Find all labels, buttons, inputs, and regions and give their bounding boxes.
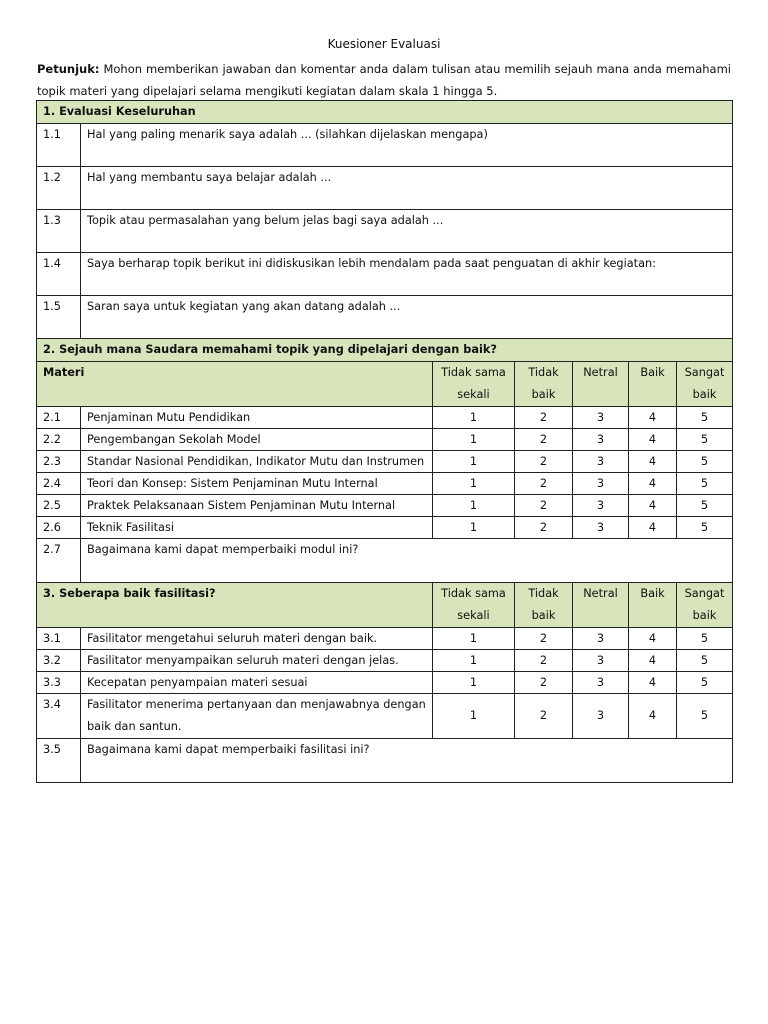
item-text: Fasilitator menerima pertanyaan dan menjawabnya dengan baik dan santun. (81, 694, 433, 739)
rating-option-1[interactable]: 1 (433, 429, 515, 451)
rating-option-2[interactable]: 2 (515, 407, 573, 429)
item-text: Fasilitator mengetahui seluruh materi dengan baik. (81, 628, 433, 650)
rating-option-5[interactable]: 5 (677, 451, 733, 473)
questionnaire-table (36, 100, 733, 783)
rating-option-5[interactable]: 5 (677, 407, 733, 429)
rating-option-2[interactable]: 2 (515, 473, 573, 495)
rating-option-3[interactable]: 3 (573, 650, 629, 672)
open-question-row (37, 739, 733, 783)
rating-option-4[interactable]: 4 (629, 517, 677, 539)
rating-option-5[interactable]: 5 (677, 628, 733, 650)
item-number: 3.1 (37, 628, 81, 650)
question-row (37, 167, 733, 210)
section-1-header (37, 101, 733, 124)
rating-option-2[interactable]: 2 (515, 517, 573, 539)
rating-option-5[interactable]: 5 (677, 429, 733, 451)
rating-option-1[interactable]: 1 (433, 495, 515, 517)
rating-row (37, 407, 733, 429)
rating-row (37, 694, 733, 739)
rating-option-4[interactable]: 4 (629, 495, 677, 517)
rating-option-1[interactable]: 1 (433, 517, 515, 539)
question-number: 1.5 (37, 296, 81, 339)
section-2-title: 2. Sejauh mana Saudara memahami topik yang dipelajari dengan baik? (37, 339, 733, 362)
rating-option-5[interactable]: 5 (677, 694, 733, 739)
rating-option-2[interactable]: 2 (515, 694, 573, 739)
question-row (37, 124, 733, 167)
item-text: Kecepatan penyampaian materi sesuai (81, 672, 433, 694)
rating-row (37, 473, 733, 495)
scale-label: Netral (573, 362, 629, 407)
rating-option-4[interactable]: 4 (629, 451, 677, 473)
rating-option-4[interactable]: 4 (629, 473, 677, 495)
item-number: 2.2 (37, 429, 81, 451)
rating-option-2[interactable]: 2 (515, 495, 573, 517)
section-2-scale-header (37, 362, 733, 407)
item-text: Fasilitator menyampaikan seluruh materi dengan jelas. (81, 650, 433, 672)
section-2-header (37, 339, 733, 362)
rating-option-4[interactable]: 4 (629, 628, 677, 650)
question-text[interactable]: Saya berharap topik berikut ini didiskusikan lebih mendalam pada saat penguatan di akhir kegiatan: (81, 253, 733, 296)
question-text[interactable]: Hal yang membantu saya belajar adalah ... (81, 167, 733, 210)
rating-row (37, 517, 733, 539)
item-number: 2.5 (37, 495, 81, 517)
item-number: 2.6 (37, 517, 81, 539)
instruction-text: Mohon memberikan jawaban dan komentar anda dalam tulisan atau memilih sejauh mana anda memahami topik materi yang dipelajari selama mengikuti kegiatan dalam skala 1 hingga 5. (37, 62, 732, 98)
item-text: Praktek Pelaksanaan Sistem Penjaminan Mutu Internal (81, 495, 433, 517)
item-number: 2.4 (37, 473, 81, 495)
section-3-header (37, 583, 733, 628)
rating-option-3[interactable]: 3 (573, 628, 629, 650)
rating-option-5[interactable]: 5 (677, 672, 733, 694)
page-title: Kuesioner Evaluasi (327, 37, 441, 51)
rating-option-3[interactable]: 3 (573, 473, 629, 495)
question-text[interactable]: Topik atau permasalahan yang belum jelas bagi saya adalah ... (81, 210, 733, 253)
rating-option-4[interactable]: 4 (629, 672, 677, 694)
rating-option-1[interactable]: 1 (433, 407, 515, 429)
section-1-title: 1. Evaluasi Keseluruhan (37, 101, 733, 124)
section-3-title: 3. Seberapa baik fasilitasi? (37, 583, 433, 628)
scale-label: Tidak baik (515, 583, 573, 628)
scale-label: Tidak sama sekali (433, 583, 515, 628)
item-text: Penjaminan Mutu Pendidikan (81, 407, 433, 429)
rating-option-1[interactable]: 1 (433, 628, 515, 650)
rating-option-5[interactable]: 5 (677, 650, 733, 672)
open-question-row (37, 539, 733, 583)
question-number: 1.2 (37, 167, 81, 210)
question-text[interactable]: Hal yang paling menarik saya adalah ... (silahkan dijelaskan mengapa) (81, 124, 733, 167)
question-row (37, 253, 733, 296)
scale-label: Baik (629, 583, 677, 628)
rating-option-3[interactable]: 3 (573, 429, 629, 451)
open-question-text[interactable]: Bagaimana kami dapat memperbaiki fasilitasi ini? (81, 739, 733, 783)
rating-option-3[interactable]: 3 (573, 495, 629, 517)
rating-option-5[interactable]: 5 (677, 495, 733, 517)
rating-option-1[interactable]: 1 (433, 650, 515, 672)
rating-option-1[interactable]: 1 (433, 451, 515, 473)
rating-option-2[interactable]: 2 (515, 650, 573, 672)
rating-option-4[interactable]: 4 (629, 429, 677, 451)
rating-option-4[interactable]: 4 (629, 694, 677, 739)
question-row (37, 210, 733, 253)
item-number: 2.3 (37, 451, 81, 473)
rating-option-1[interactable]: 1 (433, 694, 515, 739)
scale-label: Netral (573, 583, 629, 628)
item-number: 2.1 (37, 407, 81, 429)
rating-option-2[interactable]: 2 (515, 451, 573, 473)
rating-row (37, 672, 733, 694)
rating-option-3[interactable]: 3 (573, 672, 629, 694)
item-number: 3.5 (37, 739, 81, 783)
rating-option-3[interactable]: 3 (573, 517, 629, 539)
scale-label: Tidak sama sekali (433, 362, 515, 407)
rating-option-4[interactable]: 4 (629, 407, 677, 429)
item-text: Teori dan Konsep: Sistem Penjaminan Mutu Internal (81, 473, 433, 495)
rating-row (37, 628, 733, 650)
item-text: Standar Nasional Pendidikan, Indikator Mutu dan Instrumen (81, 451, 433, 473)
instructions (37, 58, 731, 102)
rating-option-3[interactable]: 3 (573, 451, 629, 473)
scale-label: Baik (629, 362, 677, 407)
rating-option-2[interactable]: 2 (515, 672, 573, 694)
scale-label: Tidak baik (515, 362, 573, 407)
item-number: 3.4 (37, 694, 81, 739)
instruction-label: Petunjuk: (37, 62, 100, 76)
rating-option-3[interactable]: 3 (573, 407, 629, 429)
item-text: Teknik Fasilitasi (81, 517, 433, 539)
question-text[interactable]: Saran saya untuk kegiatan yang akan datang adalah ... (81, 296, 733, 339)
rating-option-3[interactable]: 3 (573, 694, 629, 739)
rating-row (37, 429, 733, 451)
question-number: 1.1 (37, 124, 81, 167)
rating-option-5[interactable]: 5 (677, 517, 733, 539)
materi-header: Materi (37, 362, 433, 407)
scale-label: Sangat baik (677, 583, 733, 628)
rating-option-2[interactable]: 2 (515, 628, 573, 650)
item-number: 3.3 (37, 672, 81, 694)
question-row (37, 296, 733, 339)
open-question-text[interactable]: Bagaimana kami dapat memperbaiki modul ini? (81, 539, 733, 583)
rating-option-5[interactable]: 5 (677, 473, 733, 495)
rating-row (37, 650, 733, 672)
scale-label: Sangat baik (677, 362, 733, 407)
rating-option-4[interactable]: 4 (629, 650, 677, 672)
question-number: 1.4 (37, 253, 81, 296)
rating-option-1[interactable]: 1 (433, 473, 515, 495)
rating-option-1[interactable]: 1 (433, 672, 515, 694)
item-number: 2.7 (37, 539, 81, 583)
question-number: 1.3 (37, 210, 81, 253)
item-text: Pengembangan Sekolah Model (81, 429, 433, 451)
rating-row (37, 495, 733, 517)
rating-row (37, 451, 733, 473)
rating-option-2[interactable]: 2 (515, 429, 573, 451)
item-number: 3.2 (37, 650, 81, 672)
